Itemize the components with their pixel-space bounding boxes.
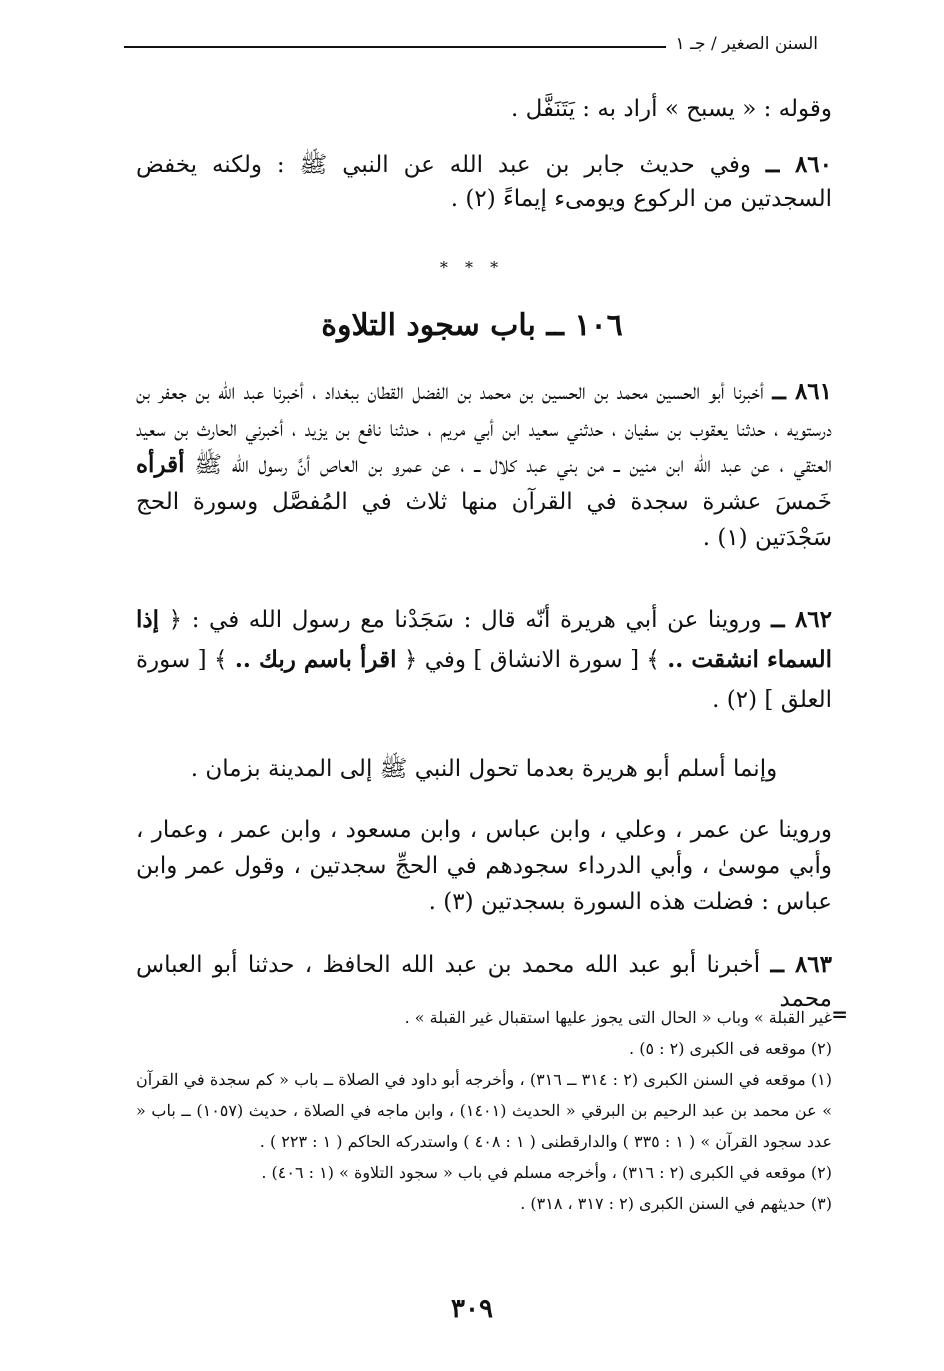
- footnotes: [136, 1002, 832, 1219]
- commentary-paragraph: وإنما أسلم أبو هريرة بعدما تحول النبي ﷺ إلى المدينة بزمان .: [190, 756, 778, 782]
- footnote-continuation-mark: =: [831, 1002, 848, 1026]
- quran-verse: إذا السماء انشقت ..: [136, 606, 833, 673]
- running-title: السنن الصغير / جـ ١: [675, 34, 818, 54]
- hadith-number: ٨٦٠ ــ: [765, 151, 833, 178]
- hadith-emphasis: أقرأه: [136, 451, 185, 478]
- hadith-text: ﴾ [ سورة العلق ] (٢) .: [136, 647, 832, 713]
- running-header: [124, 34, 818, 54]
- footnote: غير القبلة » وباب « الحال التى يجوز عليها استقبال غير القبلة » .: [404, 1008, 832, 1027]
- hadith-860: [136, 148, 832, 216]
- hadith-number: ٨٦١ ــ: [772, 378, 833, 405]
- footnote: (٣) حديثهم في السنن الكبرى (٢ : ٣١٧ ، ٣١٨) .: [520, 1194, 832, 1213]
- header-rule: [124, 46, 666, 48]
- hadith-number: ٨٦٢ ــ: [771, 606, 832, 633]
- page-number: ٣٠٩: [451, 1294, 493, 1324]
- footnote: (١) موقعه في السنن الكبرى (٢ : ٣١٤ ــ ٣١٦) ، وأخرجه أبو داود في الصلاة ــ باب « كم سجدة في القرآن » عن محمد بن عبد الرحيم بن البرقي « الحديث (١٤٠١) ، وابن ماجه في الصلاة ، حديث (١٠٥٧) ــ باب « عدد سجود القرآن » ( ١ : ٣٣٥ ) والدارقطنى ( ١ : ٤٠٨ ) واستدركه الحاكم ( ١ : ٢٢٣ ) .: [136, 1070, 833, 1151]
- hadith-text: أخبرنا أبو عبد الله محمد بن عبد الله الحافظ ، حدثنا أبو العباس محمد: [136, 952, 832, 1012]
- section-divider-stars: * * *: [439, 258, 505, 277]
- footnote: (٢) موقعه فى الكبرى (٢ : ٥) .: [629, 1039, 832, 1058]
- chapter-title: ١٠٦ ــ باب سجود التلاوة: [321, 308, 623, 343]
- quran-verse: اقرأ باسم ربك ..: [234, 646, 397, 673]
- hadith-861: [136, 374, 832, 557]
- hadith-text: وفي حديث جابر بن عبد الله عن النبي ﷺ : ولكنه يخفض السجدتين من الركوع ويومىء إيماءً (٢) .: [136, 152, 832, 212]
- narrations-paragraph: وروينا عن عمر ، وعلي ، وابن عباس ، وابن مسعود ، وابن عمر ، وعمار ، وأبي موسىٰ ، وأبي الدرداء سجودهم في الحجِّ سجدتين ، وقول عمر وابن عباس : فضلت هذه السورة بسجدتين (٣) .: [136, 817, 832, 915]
- hadith-text: وروينا عن أبي هريرة أنّه قال : سَجَدْنا مع رسول الله في : ﴿: [168, 607, 762, 633]
- hadith-number: ٨٦٣ ــ: [770, 951, 833, 978]
- commentary-line: وقوله : « يسبح » أراد به : يَتَنَفَّل .: [511, 96, 832, 122]
- hadith-text: ﴾ [ سورة الانشاق ] وفي ﴿: [403, 647, 660, 673]
- hadith-862: [136, 600, 832, 720]
- hadith-text: أخبرنا أبو الحسين محمد بن الحسين بن محمد بن الفضل القطان ببغداد ، أخبرنا عبد الله بن جعفر بن درستويه ، حدثنا يعقوب بن سفيان ، حدثني سعيد ابن أبي مريم ، حدثنا نافع بن يزيد ، أخبرني الحارث بن سعيد العتقي ، عن عبد الله ابن منين ــ من بني عبد كلال ــ ، عن عمرو بن العاص أنَّ رسول الله ﷺ: [136, 379, 832, 478]
- hadith-text: خَمسَ عشرة سجدة في القرآن منها ثلاث في المُفصَّل وسورة الحج سَجْدَتين (١) .: [136, 488, 832, 551]
- footnote: (٢) موقعه في الكبرى (٢ : ٣١٦) ، وأخرجه مسلم في باب « سجود التلاوة » (١ : ٤٠٦) .: [261, 1163, 832, 1182]
